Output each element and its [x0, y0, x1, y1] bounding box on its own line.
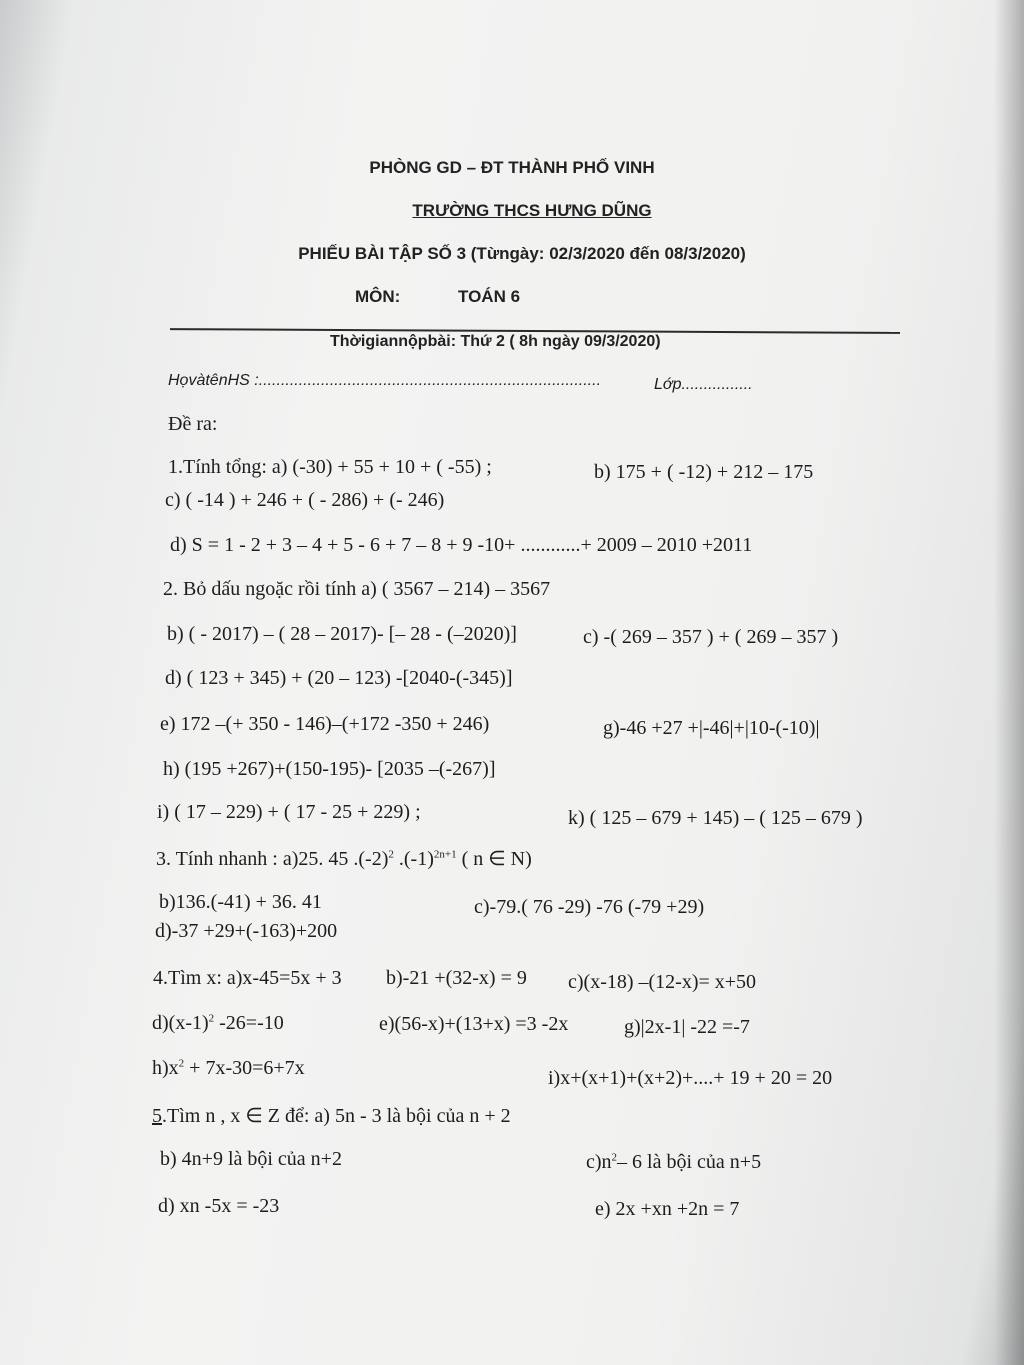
subject-label: MÔN:: [355, 287, 401, 306]
student-name-dots: .............................................................................: [258, 372, 602, 389]
q2-e: e) 172 –(+ 350 - 146)–(+172 -350 + 246): [160, 713, 490, 735]
student-name-label: HọvàtênHS :: [168, 372, 259, 389]
q4-i: i)x+(x+1)+(x+2)+....+ 19 + 20 = 20: [548, 1067, 833, 1089]
q4-d-pre: d)(x-1): [152, 1012, 209, 1034]
q5-c-exp: 2: [611, 1151, 618, 1164]
class-dots: ................: [681, 376, 753, 393]
school-name: TRƯỜNG THCS HƯNG DŨNG: [412, 201, 652, 220]
q4-b: b)-21 +(32-x) = 9: [386, 967, 527, 989]
q4-g: g)|2x-1| -22 =-7: [624, 1016, 750, 1038]
q4-d: [152, 1012, 284, 1035]
sheet-title: PHIẾU BÀI TẬP SỐ 3 (Từngày: 02/3/2020 đến 08/3/2020): [298, 244, 746, 263]
q2-g: g)-46 +27 +|-46|+|10-(-10)|: [603, 717, 820, 739]
q4-h-pre: h)x: [152, 1057, 179, 1079]
q2-a: 2. Bỏ dấu ngoặc rồi tính a) ( 3567 – 214) – 3567: [163, 578, 551, 600]
q3-a-exp1: 2: [388, 848, 394, 861]
q5-b: b) 4n+9 là bội của n+2: [160, 1148, 342, 1170]
q5-a-text: .Tìm n , x ∈ Z để: a) 5n - 3 là bội của n + 2: [162, 1105, 511, 1127]
class-label: Lớp: [654, 376, 682, 393]
q5-e: e) 2x +xn +2n = 7: [595, 1198, 740, 1220]
subject-name: TOÁN 6: [458, 287, 521, 306]
q2-h: h) (195 +267)+(150-195)- [2035 –(-267)]: [163, 758, 496, 780]
q2-c: c) -( 269 – 357 ) + ( 269 – 357 ): [583, 626, 839, 648]
q3-c: c)-79.( 76 -29) -76 (-79 +29): [474, 896, 705, 918]
q4-h-exp: 2: [178, 1057, 185, 1070]
page-edge-shadow: [994, 0, 1024, 1365]
q4-h: [152, 1057, 305, 1080]
q3-b: b)136.(-41) + 36. 41: [159, 891, 322, 913]
q3-a-mid: .(-1): [393, 848, 434, 870]
q4-c: c)(x-18) –(12-x)= x+50: [568, 971, 757, 993]
q3-d: d)-37 +29+(-163)+200: [155, 920, 338, 942]
q4-d-post: -26=-10: [214, 1012, 284, 1034]
q5-d: d) xn -5x = -23: [158, 1195, 280, 1217]
q3-a: [156, 846, 532, 871]
q3-a-exp2: 2n+1: [433, 848, 457, 861]
intro-text: Đề ra:: [168, 413, 218, 435]
q4-e: e)(56-x)+(13+x) =3 -2x: [379, 1013, 569, 1035]
q1-d: d) S = 1 - 2 + 3 – 4 + 5 - 6 + 7 – 8 + 9 -10+ ............+ 2009 – 2010 +2011: [170, 534, 753, 556]
q5-number: 5: [152, 1105, 162, 1127]
q5-c: [586, 1151, 761, 1174]
q4-a: 4.Tìm x: a)x-45=5x + 3: [153, 967, 342, 989]
q3-a-post: ( n ∈ N): [456, 848, 532, 870]
department-heading: PHÒNG GD – ĐT THÀNH PHỐ VINH: [369, 158, 655, 177]
q4-d-exp: 2: [208, 1012, 215, 1025]
class-field: [654, 376, 753, 394]
q2-b: b) ( - 2017) – ( 28 – 2017)- [– 28 - (–2020)]: [167, 623, 517, 645]
q1-a: 1.Tính tổng: a) (-30) + 55 + 10 + ( -55) ;: [168, 456, 492, 478]
q5-a: [152, 1103, 511, 1128]
q5-c-post: – 6 là bội của n+5: [617, 1151, 762, 1173]
q1-b: b) 175 + ( -12) + 212 – 175: [594, 461, 814, 483]
q2-d: d) ( 123 + 345) + (20 – 123) -[2040-(-345)]: [165, 667, 513, 689]
q1-c: c) ( -14 ) + 246 + ( - 286) + (- 246): [165, 489, 445, 511]
school-heading: [20, 201, 1024, 221]
q2-i: i) ( 17 – 229) + ( 17 - 25 + 229) ;: [157, 801, 421, 823]
student-name-field: [168, 372, 601, 390]
q5-c-pre: c)n: [586, 1151, 612, 1173]
q2-k: k) ( 125 – 679 + 145) – ( 125 – 679 ): [568, 807, 863, 829]
q3-a-pre: 3. Tính nhanh : a)25. 45 .(-2): [156, 848, 389, 870]
q4-h-post: + 7x-30=6+7x: [184, 1057, 305, 1079]
deadline-text: Thờigiannộpbài: Thứ 2 ( 8h ngày 09/3/2020): [330, 333, 661, 350]
